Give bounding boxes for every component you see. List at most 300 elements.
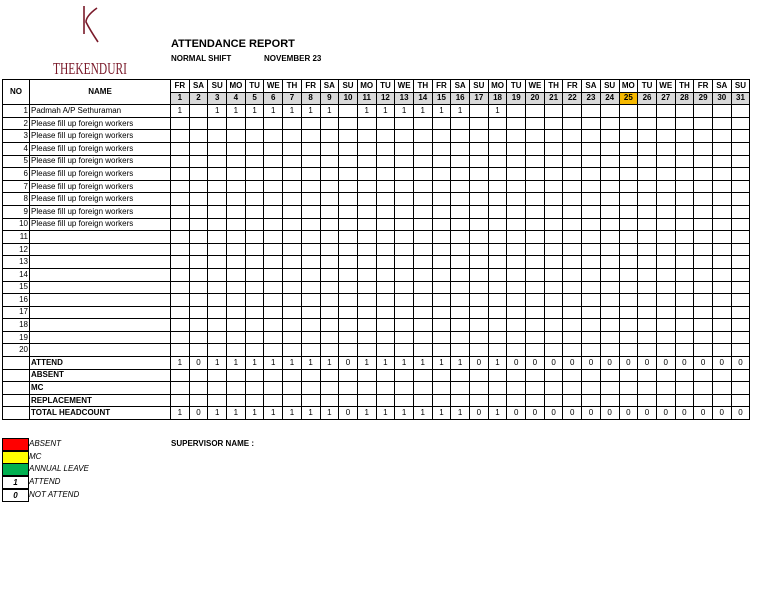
attendance-cell[interactable] [283,142,302,155]
attendance-cell[interactable] [301,281,320,294]
attendance-cell[interactable] [413,205,432,218]
attendance-cell[interactable] [432,281,451,294]
attendance-cell[interactable] [264,142,283,155]
attendance-cell[interactable] [619,231,638,244]
attendance-cell[interactable] [264,155,283,168]
attendance-cell[interactable] [656,105,675,118]
attendance-cell[interactable] [413,256,432,269]
attendance-cell[interactable] [301,294,320,307]
attendance-cell[interactable] [526,294,545,307]
worker-name-cell[interactable]: Please fill up foreign workers [30,218,171,231]
attendance-cell[interactable] [675,256,694,269]
attendance-cell[interactable] [171,268,190,281]
attendance-cell[interactable] [712,243,731,256]
attendance-cell[interactable] [675,344,694,357]
attendance-cell[interactable] [544,193,563,206]
attendance-cell[interactable] [675,331,694,344]
attendance-cell[interactable] [656,243,675,256]
attendance-cell[interactable] [376,256,395,269]
attendance-cell[interactable] [264,180,283,193]
attendance-cell[interactable] [189,105,208,118]
attendance-cell[interactable] [600,281,619,294]
attendance-cell[interactable] [656,231,675,244]
attendance-cell[interactable] [544,268,563,281]
attendance-cell[interactable] [656,193,675,206]
attendance-cell[interactable] [432,130,451,143]
attendance-cell[interactable] [264,168,283,181]
attendance-cell[interactable] [245,331,264,344]
attendance-cell[interactable] [413,306,432,319]
attendance-cell[interactable] [264,306,283,319]
attendance-cell[interactable] [582,268,601,281]
attendance-cell[interactable] [526,180,545,193]
attendance-cell[interactable] [227,231,246,244]
attendance-cell[interactable] [227,331,246,344]
attendance-cell[interactable] [675,243,694,256]
attendance-cell[interactable] [301,319,320,332]
worker-name-cell[interactable]: Please fill up foreign workers [30,155,171,168]
attendance-cell[interactable] [619,294,638,307]
attendance-cell[interactable] [357,231,376,244]
attendance-cell[interactable] [619,243,638,256]
attendance-cell[interactable] [544,105,563,118]
attendance-cell[interactable]: 1 [395,105,414,118]
attendance-cell[interactable] [339,117,358,130]
attendance-cell[interactable] [208,319,227,332]
attendance-cell[interactable] [544,155,563,168]
attendance-cell[interactable] [507,218,526,231]
attendance-cell[interactable] [675,105,694,118]
attendance-cell[interactable] [189,344,208,357]
attendance-cell[interactable] [694,142,713,155]
attendance-cell[interactable] [675,155,694,168]
attendance-cell[interactable] [656,180,675,193]
attendance-cell[interactable] [582,294,601,307]
attendance-cell[interactable] [563,319,582,332]
attendance-cell[interactable] [600,105,619,118]
attendance-cell[interactable] [675,180,694,193]
attendance-cell[interactable] [189,331,208,344]
attendance-cell[interactable] [619,168,638,181]
attendance-cell[interactable] [227,155,246,168]
attendance-cell[interactable] [619,193,638,206]
attendance-cell[interactable] [413,130,432,143]
attendance-cell[interactable] [694,193,713,206]
attendance-cell[interactable] [376,142,395,155]
attendance-cell[interactable] [171,142,190,155]
attendance-cell[interactable] [301,256,320,269]
attendance-cell[interactable] [563,105,582,118]
worker-name-cell[interactable]: Padmah A/P Sethuraman [30,105,171,118]
attendance-cell[interactable] [413,231,432,244]
attendance-cell[interactable] [339,231,358,244]
attendance-cell[interactable] [731,319,750,332]
attendance-cell[interactable] [227,130,246,143]
attendance-cell[interactable] [544,218,563,231]
attendance-cell[interactable] [656,319,675,332]
attendance-cell[interactable] [451,168,470,181]
attendance-cell[interactable] [189,180,208,193]
attendance-cell[interactable] [638,243,657,256]
attendance-cell[interactable] [638,205,657,218]
attendance-cell[interactable] [376,344,395,357]
attendance-cell[interactable] [227,168,246,181]
attendance-cell[interactable] [264,117,283,130]
attendance-cell[interactable] [619,218,638,231]
attendance-cell[interactable] [507,306,526,319]
attendance-cell[interactable] [339,331,358,344]
attendance-cell[interactable] [395,218,414,231]
attendance-cell[interactable] [227,281,246,294]
attendance-cell[interactable]: 1 [320,105,339,118]
attendance-cell[interactable] [301,306,320,319]
attendance-cell[interactable] [451,117,470,130]
attendance-cell[interactable] [357,319,376,332]
attendance-cell[interactable] [526,117,545,130]
attendance-cell[interactable] [675,231,694,244]
attendance-cell[interactable] [301,193,320,206]
attendance-cell[interactable] [638,142,657,155]
attendance-cell[interactable] [283,218,302,231]
attendance-cell[interactable] [339,268,358,281]
attendance-cell[interactable] [619,180,638,193]
attendance-cell[interactable] [712,344,731,357]
attendance-cell[interactable] [357,331,376,344]
attendance-cell[interactable] [227,243,246,256]
attendance-cell[interactable] [301,168,320,181]
attendance-cell[interactable] [470,168,489,181]
attendance-cell[interactable] [470,180,489,193]
attendance-cell[interactable] [600,243,619,256]
attendance-cell[interactable] [638,306,657,319]
attendance-cell[interactable] [245,319,264,332]
attendance-cell[interactable] [395,142,414,155]
attendance-cell[interactable] [526,256,545,269]
attendance-cell[interactable] [301,331,320,344]
attendance-cell[interactable] [638,344,657,357]
attendance-cell[interactable] [208,205,227,218]
attendance-cell[interactable] [171,331,190,344]
attendance-cell[interactable] [507,205,526,218]
attendance-cell[interactable] [656,294,675,307]
worker-name-cell[interactable]: Please fill up foreign workers [30,193,171,206]
attendance-cell[interactable] [395,117,414,130]
attendance-cell[interactable] [638,105,657,118]
attendance-cell[interactable] [357,130,376,143]
attendance-cell[interactable] [208,218,227,231]
attendance-cell[interactable] [675,193,694,206]
attendance-cell[interactable] [264,130,283,143]
attendance-cell[interactable] [395,180,414,193]
attendance-cell[interactable] [451,306,470,319]
attendance-cell[interactable] [507,331,526,344]
attendance-cell[interactable] [245,142,264,155]
attendance-cell[interactable] [582,105,601,118]
attendance-cell[interactable] [488,130,507,143]
worker-name-cell[interactable] [30,331,171,344]
attendance-cell[interactable] [619,205,638,218]
attendance-cell[interactable] [301,231,320,244]
attendance-cell[interactable] [638,117,657,130]
attendance-cell[interactable] [582,117,601,130]
attendance-cell[interactable] [712,256,731,269]
attendance-cell[interactable] [507,155,526,168]
attendance-cell[interactable] [320,331,339,344]
worker-name-cell[interactable] [30,294,171,307]
attendance-cell[interactable] [731,218,750,231]
attendance-cell[interactable] [507,180,526,193]
attendance-cell[interactable] [600,130,619,143]
worker-name-cell[interactable] [30,281,171,294]
attendance-cell[interactable] [694,243,713,256]
attendance-cell[interactable] [731,344,750,357]
attendance-cell[interactable] [413,117,432,130]
attendance-cell[interactable] [563,243,582,256]
attendance-cell[interactable] [712,218,731,231]
attendance-cell[interactable] [413,294,432,307]
attendance-cell[interactable] [731,281,750,294]
attendance-cell[interactable] [731,243,750,256]
attendance-cell[interactable] [638,331,657,344]
attendance-cell[interactable] [619,268,638,281]
attendance-cell[interactable] [694,294,713,307]
attendance-cell[interactable] [712,142,731,155]
attendance-cell[interactable] [731,306,750,319]
attendance-cell[interactable] [395,344,414,357]
attendance-cell[interactable] [488,180,507,193]
attendance-cell[interactable] [694,306,713,319]
attendance-cell[interactable] [227,205,246,218]
attendance-cell[interactable] [264,294,283,307]
attendance-cell[interactable] [488,142,507,155]
attendance-cell[interactable] [227,319,246,332]
attendance-cell[interactable] [189,155,208,168]
attendance-cell[interactable] [470,243,489,256]
attendance-cell[interactable] [301,205,320,218]
attendance-cell[interactable] [582,319,601,332]
attendance-cell[interactable] [526,205,545,218]
attendance-cell[interactable] [582,155,601,168]
attendance-cell[interactable] [619,142,638,155]
attendance-cell[interactable] [189,294,208,307]
attendance-cell[interactable] [470,193,489,206]
attendance-cell[interactable] [488,218,507,231]
attendance-cell[interactable] [563,268,582,281]
attendance-cell[interactable] [339,319,358,332]
attendance-cell[interactable] [470,344,489,357]
attendance-cell[interactable] [488,205,507,218]
attendance-cell[interactable] [227,142,246,155]
attendance-cell[interactable] [656,306,675,319]
worker-name-cell[interactable]: Please fill up foreign workers [30,142,171,155]
attendance-cell[interactable] [376,155,395,168]
attendance-cell[interactable] [731,331,750,344]
attendance-cell[interactable] [432,344,451,357]
attendance-cell[interactable] [245,130,264,143]
attendance-cell[interactable] [638,256,657,269]
attendance-cell[interactable] [283,243,302,256]
attendance-cell[interactable] [189,193,208,206]
attendance-cell[interactable] [189,281,208,294]
attendance-cell[interactable] [638,180,657,193]
attendance-cell[interactable] [245,306,264,319]
attendance-cell[interactable] [320,231,339,244]
attendance-cell[interactable] [694,155,713,168]
attendance-cell[interactable] [582,205,601,218]
attendance-cell[interactable] [563,180,582,193]
attendance-cell[interactable] [395,205,414,218]
attendance-cell[interactable] [339,168,358,181]
attendance-cell[interactable] [712,168,731,181]
attendance-cell[interactable] [675,294,694,307]
attendance-cell[interactable] [451,205,470,218]
attendance-cell[interactable] [600,218,619,231]
attendance-cell[interactable] [432,180,451,193]
attendance-cell[interactable] [357,344,376,357]
attendance-cell[interactable] [582,243,601,256]
attendance-cell[interactable] [470,281,489,294]
attendance-cell[interactable] [432,168,451,181]
attendance-cell[interactable] [544,331,563,344]
attendance-cell[interactable] [526,218,545,231]
attendance-cell[interactable] [301,155,320,168]
attendance-cell[interactable] [451,130,470,143]
attendance-cell[interactable] [470,205,489,218]
worker-name-cell[interactable]: Please fill up foreign workers [30,180,171,193]
attendance-cell[interactable] [320,180,339,193]
attendance-cell[interactable] [600,256,619,269]
attendance-cell[interactable] [731,205,750,218]
attendance-cell[interactable] [526,319,545,332]
attendance-cell[interactable] [245,243,264,256]
attendance-cell[interactable] [283,205,302,218]
attendance-cell[interactable] [451,218,470,231]
attendance-cell[interactable] [395,319,414,332]
attendance-cell[interactable]: 1 [432,105,451,118]
attendance-cell[interactable] [301,130,320,143]
attendance-cell[interactable] [208,306,227,319]
attendance-cell[interactable] [488,256,507,269]
attendance-cell[interactable] [694,105,713,118]
attendance-cell[interactable] [694,117,713,130]
attendance-cell[interactable] [283,193,302,206]
attendance-cell[interactable] [638,268,657,281]
attendance-cell[interactable] [451,319,470,332]
attendance-cell[interactable] [339,218,358,231]
attendance-cell[interactable] [526,168,545,181]
attendance-cell[interactable] [432,231,451,244]
attendance-cell[interactable] [357,142,376,155]
attendance-cell[interactable] [171,168,190,181]
attendance-cell[interactable] [619,256,638,269]
attendance-cell[interactable] [189,231,208,244]
attendance-cell[interactable]: 1 [245,105,264,118]
attendance-cell[interactable] [600,231,619,244]
attendance-cell[interactable] [395,193,414,206]
attendance-cell[interactable] [357,281,376,294]
attendance-cell[interactable] [376,117,395,130]
attendance-cell[interactable] [694,218,713,231]
attendance-cell[interactable] [339,205,358,218]
attendance-cell[interactable] [320,268,339,281]
attendance-cell[interactable] [563,331,582,344]
attendance-cell[interactable] [470,319,489,332]
attendance-cell[interactable] [694,281,713,294]
attendance-cell[interactable] [731,231,750,244]
attendance-cell[interactable] [227,117,246,130]
attendance-cell[interactable] [582,306,601,319]
attendance-cell[interactable] [507,319,526,332]
attendance-cell[interactable] [712,105,731,118]
attendance-cell[interactable] [470,294,489,307]
attendance-cell[interactable] [189,218,208,231]
attendance-cell[interactable] [507,231,526,244]
attendance-cell[interactable] [264,268,283,281]
attendance-cell[interactable] [712,130,731,143]
attendance-cell[interactable] [544,243,563,256]
attendance-cell[interactable] [339,193,358,206]
attendance-cell[interactable] [600,205,619,218]
attendance-cell[interactable] [544,231,563,244]
attendance-cell[interactable] [712,193,731,206]
attendance-cell[interactable] [488,155,507,168]
attendance-cell[interactable] [600,268,619,281]
attendance-cell[interactable] [432,155,451,168]
attendance-cell[interactable] [675,218,694,231]
attendance-cell[interactable] [656,331,675,344]
attendance-cell[interactable] [171,218,190,231]
attendance-cell[interactable] [582,180,601,193]
attendance-cell[interactable] [600,117,619,130]
attendance-cell[interactable] [264,344,283,357]
attendance-cell[interactable] [451,155,470,168]
attendance-cell[interactable] [357,193,376,206]
attendance-cell[interactable] [488,294,507,307]
attendance-cell[interactable] [507,193,526,206]
attendance-cell[interactable] [227,344,246,357]
attendance-cell[interactable] [470,331,489,344]
attendance-cell[interactable] [376,130,395,143]
attendance-cell[interactable] [675,319,694,332]
attendance-cell[interactable] [656,344,675,357]
attendance-cell[interactable] [357,168,376,181]
attendance-cell[interactable] [638,281,657,294]
attendance-cell[interactable] [638,319,657,332]
attendance-cell[interactable] [619,306,638,319]
attendance-cell[interactable] [376,331,395,344]
attendance-cell[interactable] [656,168,675,181]
attendance-cell[interactable] [675,117,694,130]
attendance-cell[interactable] [245,168,264,181]
worker-name-cell[interactable]: Please fill up foreign workers [30,117,171,130]
attendance-cell[interactable] [264,205,283,218]
attendance-cell[interactable]: 1 [301,105,320,118]
attendance-cell[interactable] [189,142,208,155]
worker-name-cell[interactable]: Please fill up foreign workers [30,130,171,143]
attendance-cell[interactable] [245,294,264,307]
attendance-cell[interactable] [638,193,657,206]
attendance-cell[interactable] [638,294,657,307]
attendance-cell[interactable] [563,306,582,319]
attendance-cell[interactable] [600,142,619,155]
attendance-cell[interactable] [563,193,582,206]
attendance-cell[interactable] [656,130,675,143]
attendance-cell[interactable] [470,142,489,155]
attendance-cell[interactable] [731,142,750,155]
attendance-cell[interactable] [731,256,750,269]
attendance-cell[interactable] [731,193,750,206]
attendance-cell[interactable] [656,256,675,269]
